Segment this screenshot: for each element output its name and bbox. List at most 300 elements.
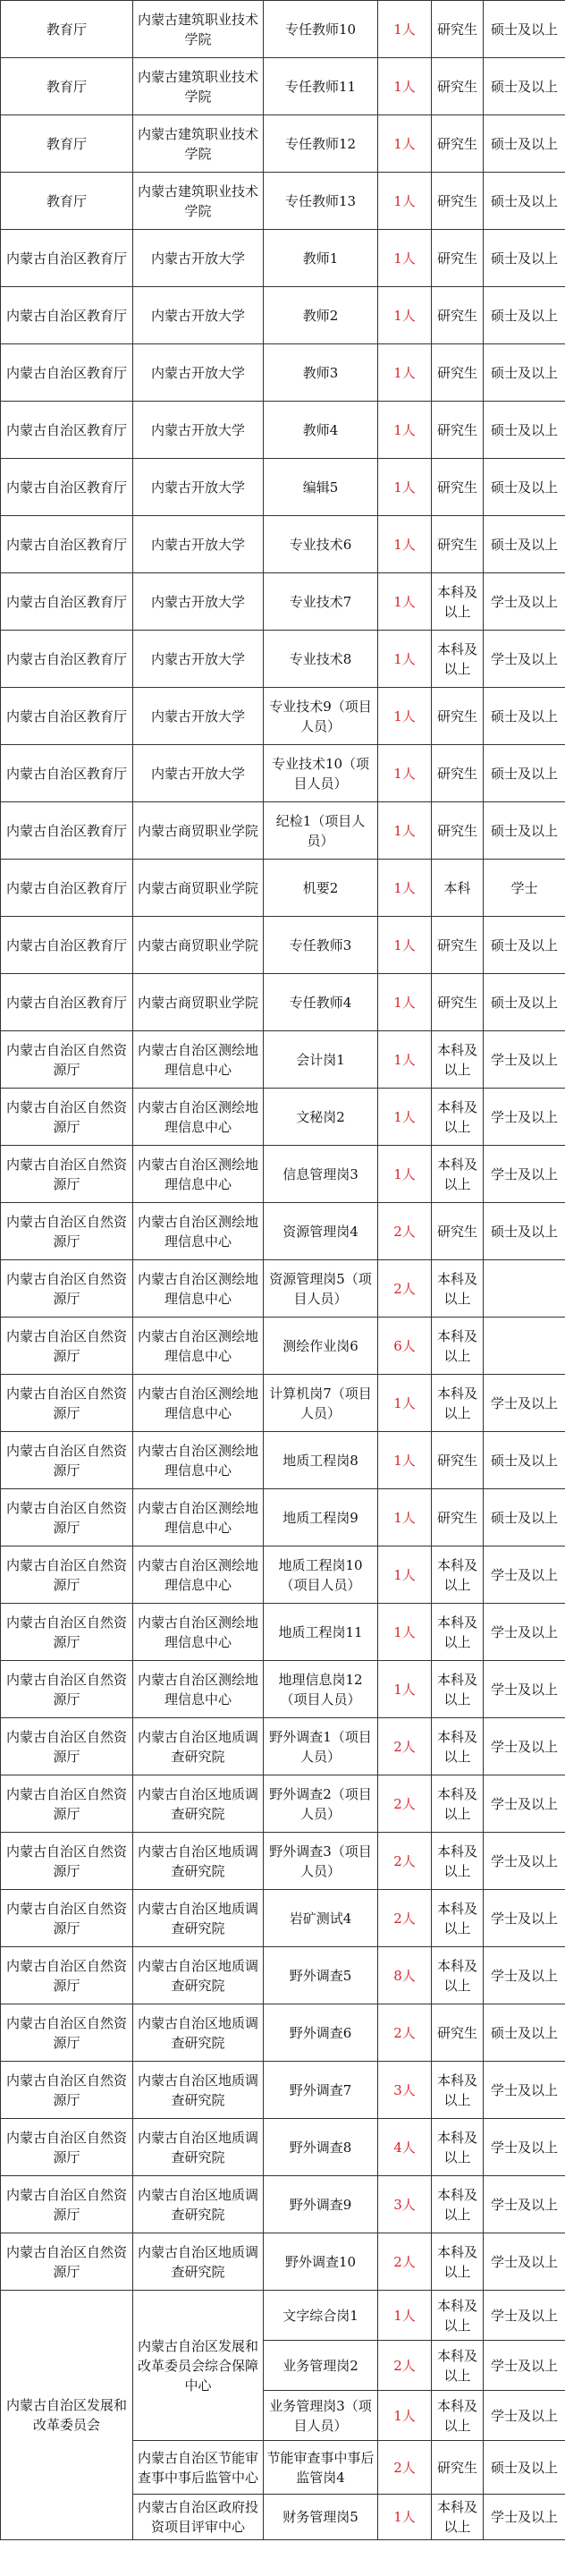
headcount-cell: 3人 [378,2176,432,2233]
education-cell: 研究生 [432,459,484,516]
headcount-cell: 1人 [378,115,432,173]
position-cell: 文字综合岗1 [264,2291,378,2341]
education-cell: 本科及以上 [432,2176,484,2233]
headcount-cell: 1人 [378,917,432,974]
degree-cell: 硕士及以上 [484,1489,565,1546]
unit-cell: 内蒙古开放大学 [133,573,264,631]
department-cell: 内蒙古自治区自然资源厅 [1,2062,133,2119]
education-cell: 本科及以上 [432,1260,484,1318]
department-cell: 内蒙古自治区自然资源厅 [1,1833,133,1890]
headcount-cell: 2人 [378,2233,432,2291]
department-cell: 内蒙古自治区自然资源厅 [1,1318,133,1375]
table-row [1,745,565,802]
department-cell: 内蒙古自治区自然资源厅 [1,2119,133,2176]
table-row [1,459,565,516]
headcount-cell: 8人 [378,1947,432,2004]
education-cell: 本科 [432,860,484,917]
department-cell: 内蒙古自治区自然资源厅 [1,1146,133,1203]
unit-cell: 内蒙古建筑职业技术学院 [133,173,264,230]
table-row [1,1947,565,2004]
degree-cell: 学士及以上 [484,1775,565,1833]
education-cell: 研究生 [432,688,484,745]
education-cell: 本科及以上 [432,2119,484,2176]
table-row [1,173,565,230]
department-cell: 内蒙古自治区教育厅 [1,287,133,344]
education-cell: 本科及以上 [432,1947,484,2004]
education-cell: 研究生 [432,58,484,115]
position-cell: 专业技术8 [264,631,378,688]
unit-cell: 内蒙古自治区测绘地理信息中心 [133,1604,264,1661]
unit-cell: 内蒙古自治区测绘地理信息中心 [133,1203,264,1260]
degree-cell: 学士及以上 [484,2233,565,2291]
degree-cell: 学士及以上 [484,1031,565,1089]
unit-cell: 内蒙古开放大学 [133,230,264,287]
position-cell: 教师4 [264,402,378,459]
position-cell: 教师1 [264,230,378,287]
education-cell: 本科及以上 [432,2233,484,2291]
unit-cell: 内蒙古开放大学 [133,287,264,344]
table-row [1,1546,565,1604]
education-cell: 本科及以上 [432,1318,484,1375]
department-cell: 教育厅 [1,173,133,230]
unit-cell: 内蒙古自治区地质调查研究院 [133,1718,264,1775]
education-cell: 本科及以上 [432,2291,484,2341]
degree-cell: 硕士及以上 [484,688,565,745]
table-row [1,1718,565,1775]
table-row [1,1031,565,1089]
table-row [1,1489,565,1546]
position-cell: 地质工程岗11 [264,1604,378,1661]
table-row [1,115,565,173]
position-cell: 专业技术10（项目人员） [264,745,378,802]
unit-cell: 内蒙古商贸职业学院 [133,917,264,974]
unit-cell: 内蒙古自治区测绘地理信息中心 [133,1432,264,1489]
table-row [1,2291,565,2341]
headcount-cell: 1人 [378,631,432,688]
education-cell: 研究生 [432,917,484,974]
position-cell: 机要2 [264,860,378,917]
education-cell: 研究生 [432,1,484,58]
table-row [1,1833,565,1890]
education-cell: 本科及以上 [432,1604,484,1661]
headcount-cell: 2人 [378,1203,432,1260]
position-cell: 测绘作业岗6 [264,1318,378,1375]
department-cell: 内蒙古自治区教育厅 [1,402,133,459]
table-row [1,344,565,402]
table-row [1,1890,565,1947]
department-cell: 内蒙古自治区自然资源厅 [1,1260,133,1318]
unit-cell: 内蒙古开放大学 [133,459,264,516]
degree-cell: 硕士及以上 [484,2004,565,2062]
headcount-cell: 1人 [378,1,432,58]
table-row [1,2004,565,2062]
degree-cell: 学士及以上 [484,573,565,631]
education-cell: 研究生 [432,802,484,860]
education-cell: 本科及以上 [432,2391,484,2441]
position-cell: 专业技术6 [264,516,378,573]
table-row [1,802,565,860]
position-cell: 计算机岗7（项目人员） [264,1375,378,1432]
unit-cell: 内蒙古自治区测绘地理信息中心 [133,1146,264,1203]
education-cell: 研究生 [432,2004,484,2062]
position-cell: 教师3 [264,344,378,402]
headcount-cell: 1人 [378,2291,432,2341]
education-cell: 研究生 [432,974,484,1031]
degree-cell: 学士及以上 [484,1604,565,1661]
department-cell: 内蒙古自治区自然资源厅 [1,1089,133,1146]
degree-cell: 硕士及以上 [484,516,565,573]
education-cell: 本科及以上 [432,631,484,688]
table-row [1,860,565,917]
position-cell: 野外调查10 [264,2233,378,2291]
position-cell: 信息管理岗3 [264,1146,378,1203]
table-row [1,1661,565,1718]
education-cell: 研究生 [432,1432,484,1489]
headcount-cell: 1人 [378,573,432,631]
table-row [1,1,565,58]
position-cell: 文秘岗2 [264,1089,378,1146]
headcount-cell: 2人 [378,1833,432,1890]
table-row [1,631,565,688]
degree-cell: 学士及以上 [484,2176,565,2233]
department-cell: 内蒙古自治区教育厅 [1,230,133,287]
position-cell: 野外调查8 [264,2119,378,2176]
table-row [1,688,565,745]
position-cell: 专任教师13 [264,173,378,230]
headcount-cell: 1人 [378,2495,432,2540]
department-cell: 内蒙古自治区教育厅 [1,974,133,1031]
degree-cell: 学士及以上 [484,1375,565,1432]
department-cell: 内蒙古自治区自然资源厅 [1,2233,133,2291]
headcount-cell: 1人 [378,745,432,802]
unit-cell: 内蒙古自治区测绘地理信息中心 [133,1661,264,1718]
position-cell: 专任教师10 [264,1,378,58]
headcount-cell: 2人 [378,1718,432,1775]
position-cell: 会计岗1 [264,1031,378,1089]
table-row [1,1375,565,1432]
department-cell: 内蒙古自治区教育厅 [1,688,133,745]
position-cell: 专业技术9（项目人员） [264,688,378,745]
unit-cell: 内蒙古自治区地质调查研究院 [133,2233,264,2291]
unit-cell: 内蒙古商贸职业学院 [133,974,264,1031]
unit-cell: 内蒙古自治区地质调查研究院 [133,1833,264,1890]
table-row [1,516,565,573]
degree-cell: 硕士及以上 [484,287,565,344]
position-cell: 野外调查7 [264,2062,378,2119]
table-row [1,917,565,974]
education-cell: 研究生 [432,287,484,344]
headcount-cell: 1人 [378,58,432,115]
position-cell: 专任教师11 [264,58,378,115]
department-cell: 内蒙古自治区教育厅 [1,516,133,573]
degree-cell: 学士及以上 [484,2119,565,2176]
department-cell: 内蒙古自治区教育厅 [1,860,133,917]
position-cell: 岩矿测试4 [264,1890,378,1947]
degree-cell: 硕士及以上 [484,58,565,115]
education-cell: 本科及以上 [432,1546,484,1604]
degree-cell: 学士及以上 [484,2495,565,2540]
unit-cell: 内蒙古开放大学 [133,516,264,573]
degree-cell: 硕士及以上 [484,1203,565,1260]
degree-cell: 学士及以上 [484,1833,565,1890]
position-cell: 资源管理岗4 [264,1203,378,1260]
unit-cell: 内蒙古自治区地质调查研究院 [133,2176,264,2233]
unit-cell: 内蒙古商贸职业学院 [133,860,264,917]
unit-cell: 内蒙古自治区发展和改革委员会综合保障中心 [133,2291,264,2441]
unit-cell: 内蒙古商贸职业学院 [133,802,264,860]
degree-cell: 硕士及以上 [484,230,565,287]
degree-cell [484,1318,565,1375]
department-cell: 内蒙古自治区自然资源厅 [1,1375,133,1432]
unit-cell: 内蒙古自治区地质调查研究院 [133,1775,264,1833]
headcount-cell: 1人 [378,459,432,516]
table-row [1,2233,565,2291]
degree-cell: 硕士及以上 [484,974,565,1031]
table-row [1,1604,565,1661]
degree-cell: 学士及以上 [484,2391,565,2441]
unit-cell: 内蒙古建筑职业技术学院 [133,115,264,173]
department-cell: 内蒙古自治区教育厅 [1,344,133,402]
headcount-cell: 1人 [378,230,432,287]
degree-cell: 学士及以上 [484,2291,565,2341]
department-cell: 教育厅 [1,1,133,58]
department-cell: 教育厅 [1,115,133,173]
position-cell: 地理信息岗12（项目人员） [264,1661,378,1718]
education-cell: 研究生 [432,1203,484,1260]
position-cell: 教师2 [264,287,378,344]
headcount-cell: 1人 [378,1489,432,1546]
degree-cell: 学士及以上 [484,2341,565,2391]
position-cell: 地质工程岗8 [264,1432,378,1489]
department-cell: 内蒙古自治区自然资源厅 [1,1432,133,1489]
position-cell: 专任教师4 [264,974,378,1031]
education-cell: 研究生 [432,516,484,573]
unit-cell: 内蒙古自治区测绘地理信息中心 [133,1489,264,1546]
degree-cell: 硕士及以上 [484,917,565,974]
department-cell: 内蒙古自治区教育厅 [1,745,133,802]
education-cell: 研究生 [432,2441,484,2495]
education-cell: 本科及以上 [432,573,484,631]
education-cell: 本科及以上 [432,1718,484,1775]
department-cell: 内蒙古自治区自然资源厅 [1,1031,133,1089]
unit-cell: 内蒙古建筑职业技术学院 [133,58,264,115]
unit-cell: 内蒙古自治区测绘地理信息中心 [133,1375,264,1432]
education-cell: 研究生 [432,115,484,173]
department-cell: 内蒙古自治区自然资源厅 [1,2004,133,2062]
department-cell: 内蒙古自治区自然资源厅 [1,1661,133,1718]
degree-cell: 硕士及以上 [484,115,565,173]
education-cell: 本科及以上 [432,1833,484,1890]
headcount-cell: 1人 [378,402,432,459]
education-cell: 本科及以上 [432,1146,484,1203]
unit-cell: 内蒙古自治区测绘地理信息中心 [133,1318,264,1375]
table-row [1,1318,565,1375]
headcount-cell: 1人 [378,287,432,344]
headcount-cell: 2人 [378,2441,432,2495]
education-cell: 本科及以上 [432,2495,484,2540]
headcount-cell: 1人 [378,344,432,402]
position-cell: 野外调查5 [264,1947,378,2004]
headcount-cell: 2人 [378,1260,432,1318]
table-row [1,287,565,344]
position-cell: 业务管理岗3（项目人员） [264,2391,378,2441]
headcount-cell: 2人 [378,1890,432,1947]
department-cell: 教育厅 [1,58,133,115]
unit-cell: 内蒙古自治区地质调查研究院 [133,2119,264,2176]
degree-cell [484,1260,565,1318]
unit-cell: 内蒙古自治区地质调查研究院 [133,1890,264,1947]
education-cell: 本科及以上 [432,1089,484,1146]
unit-cell: 内蒙古自治区测绘地理信息中心 [133,1089,264,1146]
degree-cell: 学士及以上 [484,1146,565,1203]
unit-cell: 内蒙古自治区测绘地理信息中心 [133,1260,264,1318]
department-cell: 内蒙古自治区自然资源厅 [1,1890,133,1947]
education-cell: 本科及以上 [432,1890,484,1947]
position-cell: 财务管理岗5 [264,2495,378,2540]
table-row [1,2119,565,2176]
unit-cell: 内蒙古自治区测绘地理信息中心 [133,1031,264,1089]
department-cell: 内蒙古自治区自然资源厅 [1,1775,133,1833]
degree-cell: 硕士及以上 [484,459,565,516]
department-cell: 内蒙古自治区自然资源厅 [1,1203,133,1260]
education-cell: 研究生 [432,230,484,287]
degree-cell: 学士及以上 [484,1089,565,1146]
degree-cell: 硕士及以上 [484,344,565,402]
department-cell: 内蒙古自治区自然资源厅 [1,1489,133,1546]
unit-cell: 内蒙古开放大学 [133,745,264,802]
headcount-cell: 1人 [378,2391,432,2441]
department-cell: 内蒙古自治区自然资源厅 [1,1947,133,2004]
headcount-cell: 1人 [378,802,432,860]
education-cell: 本科及以上 [432,1775,484,1833]
headcount-cell: 4人 [378,2119,432,2176]
headcount-cell: 1人 [378,1031,432,1089]
degree-cell: 学士及以上 [484,1661,565,1718]
unit-cell: 内蒙古自治区节能审查事中事后监管中心 [133,2441,264,2495]
headcount-cell: 1人 [378,688,432,745]
recruitment-table-body [1,1,565,2540]
education-cell: 本科及以上 [432,2341,484,2391]
headcount-cell: 1人 [378,860,432,917]
headcount-cell: 1人 [378,1432,432,1489]
headcount-cell: 1人 [378,1661,432,1718]
headcount-cell: 2人 [378,1775,432,1833]
position-cell: 编辑5 [264,459,378,516]
position-cell: 野外调查6 [264,2004,378,2062]
degree-cell: 硕士及以上 [484,2441,565,2495]
degree-cell: 硕士及以上 [484,173,565,230]
department-cell: 内蒙古自治区自然资源厅 [1,1546,133,1604]
education-cell: 本科及以上 [432,2062,484,2119]
unit-cell: 内蒙古开放大学 [133,402,264,459]
position-cell: 节能审查事中事后监管岗4 [264,2441,378,2495]
position-cell: 纪检1（项目人员） [264,802,378,860]
table-row [1,1775,565,1833]
department-cell: 内蒙古自治区教育厅 [1,917,133,974]
headcount-cell: 1人 [378,974,432,1031]
table-row [1,573,565,631]
degree-cell: 硕士及以上 [484,745,565,802]
degree-cell: 硕士及以上 [484,802,565,860]
position-cell: 野外调查9 [264,2176,378,2233]
education-cell: 研究生 [432,402,484,459]
degree-cell: 学士及以上 [484,1890,565,1947]
unit-cell: 内蒙古开放大学 [133,688,264,745]
degree-cell: 学士及以上 [484,631,565,688]
headcount-cell: 1人 [378,1089,432,1146]
position-cell: 专业技术7 [264,573,378,631]
education-cell: 本科及以上 [432,1661,484,1718]
unit-cell: 内蒙古自治区测绘地理信息中心 [133,1546,264,1604]
table-row [1,58,565,115]
table-row [1,1203,565,1260]
department-cell: 内蒙古自治区自然资源厅 [1,1604,133,1661]
position-cell: 地质工程岗9 [264,1489,378,1546]
position-cell: 野外调查2（项目人员） [264,1775,378,1833]
position-cell: 野外调查3（项目人员） [264,1833,378,1890]
degree-cell: 学士 [484,860,565,917]
position-cell: 业务管理岗2 [264,2341,378,2391]
degree-cell: 硕士及以上 [484,1,565,58]
degree-cell: 学士及以上 [484,1718,565,1775]
education-cell: 研究生 [432,745,484,802]
headcount-cell: 1人 [378,1146,432,1203]
unit-cell: 内蒙古建筑职业技术学院 [133,1,264,58]
headcount-cell: 1人 [378,1375,432,1432]
headcount-cell: 1人 [378,1546,432,1604]
position-cell: 专任教师3 [264,917,378,974]
department-cell: 内蒙古自治区自然资源厅 [1,2176,133,2233]
department-cell: 内蒙古自治区发展和改革委员会 [1,2291,133,2540]
position-cell: 资源管理岗5（项目人员） [264,1260,378,1318]
unit-cell: 内蒙古开放大学 [133,631,264,688]
education-cell: 本科及以上 [432,1031,484,1089]
department-cell: 内蒙古自治区教育厅 [1,459,133,516]
table-row [1,974,565,1031]
unit-cell: 内蒙古自治区地质调查研究院 [133,2004,264,2062]
headcount-cell: 6人 [378,1318,432,1375]
position-cell: 野外调查1（项目人员） [264,1718,378,1775]
table-row [1,2176,565,2233]
position-cell: 地质工程岗10（项目人员） [264,1546,378,1604]
department-cell: 内蒙古自治区自然资源厅 [1,1718,133,1775]
department-cell: 内蒙古自治区教育厅 [1,802,133,860]
headcount-cell: 1人 [378,516,432,573]
department-cell: 内蒙古自治区教育厅 [1,631,133,688]
degree-cell: 学士及以上 [484,2062,565,2119]
headcount-cell: 1人 [378,1604,432,1661]
table-row [1,1260,565,1318]
table-row [1,2062,565,2119]
headcount-cell: 2人 [378,2341,432,2391]
education-cell: 研究生 [432,344,484,402]
unit-cell: 内蒙古自治区地质调查研究院 [133,1947,264,2004]
position-cell: 专任教师12 [264,115,378,173]
unit-cell: 内蒙古自治区地质调查研究院 [133,2062,264,2119]
table-row [1,1089,565,1146]
degree-cell: 学士及以上 [484,1947,565,2004]
unit-cell: 内蒙古开放大学 [133,344,264,402]
degree-cell: 硕士及以上 [484,402,565,459]
headcount-cell: 3人 [378,2062,432,2119]
degree-cell: 硕士及以上 [484,1432,565,1489]
table-row [1,1146,565,1203]
degree-cell: 学士及以上 [484,1546,565,1604]
education-cell: 研究生 [432,173,484,230]
unit-cell: 内蒙古自治区政府投资项目评审中心 [133,2495,264,2540]
table-row [1,1432,565,1489]
table-row [1,402,565,459]
